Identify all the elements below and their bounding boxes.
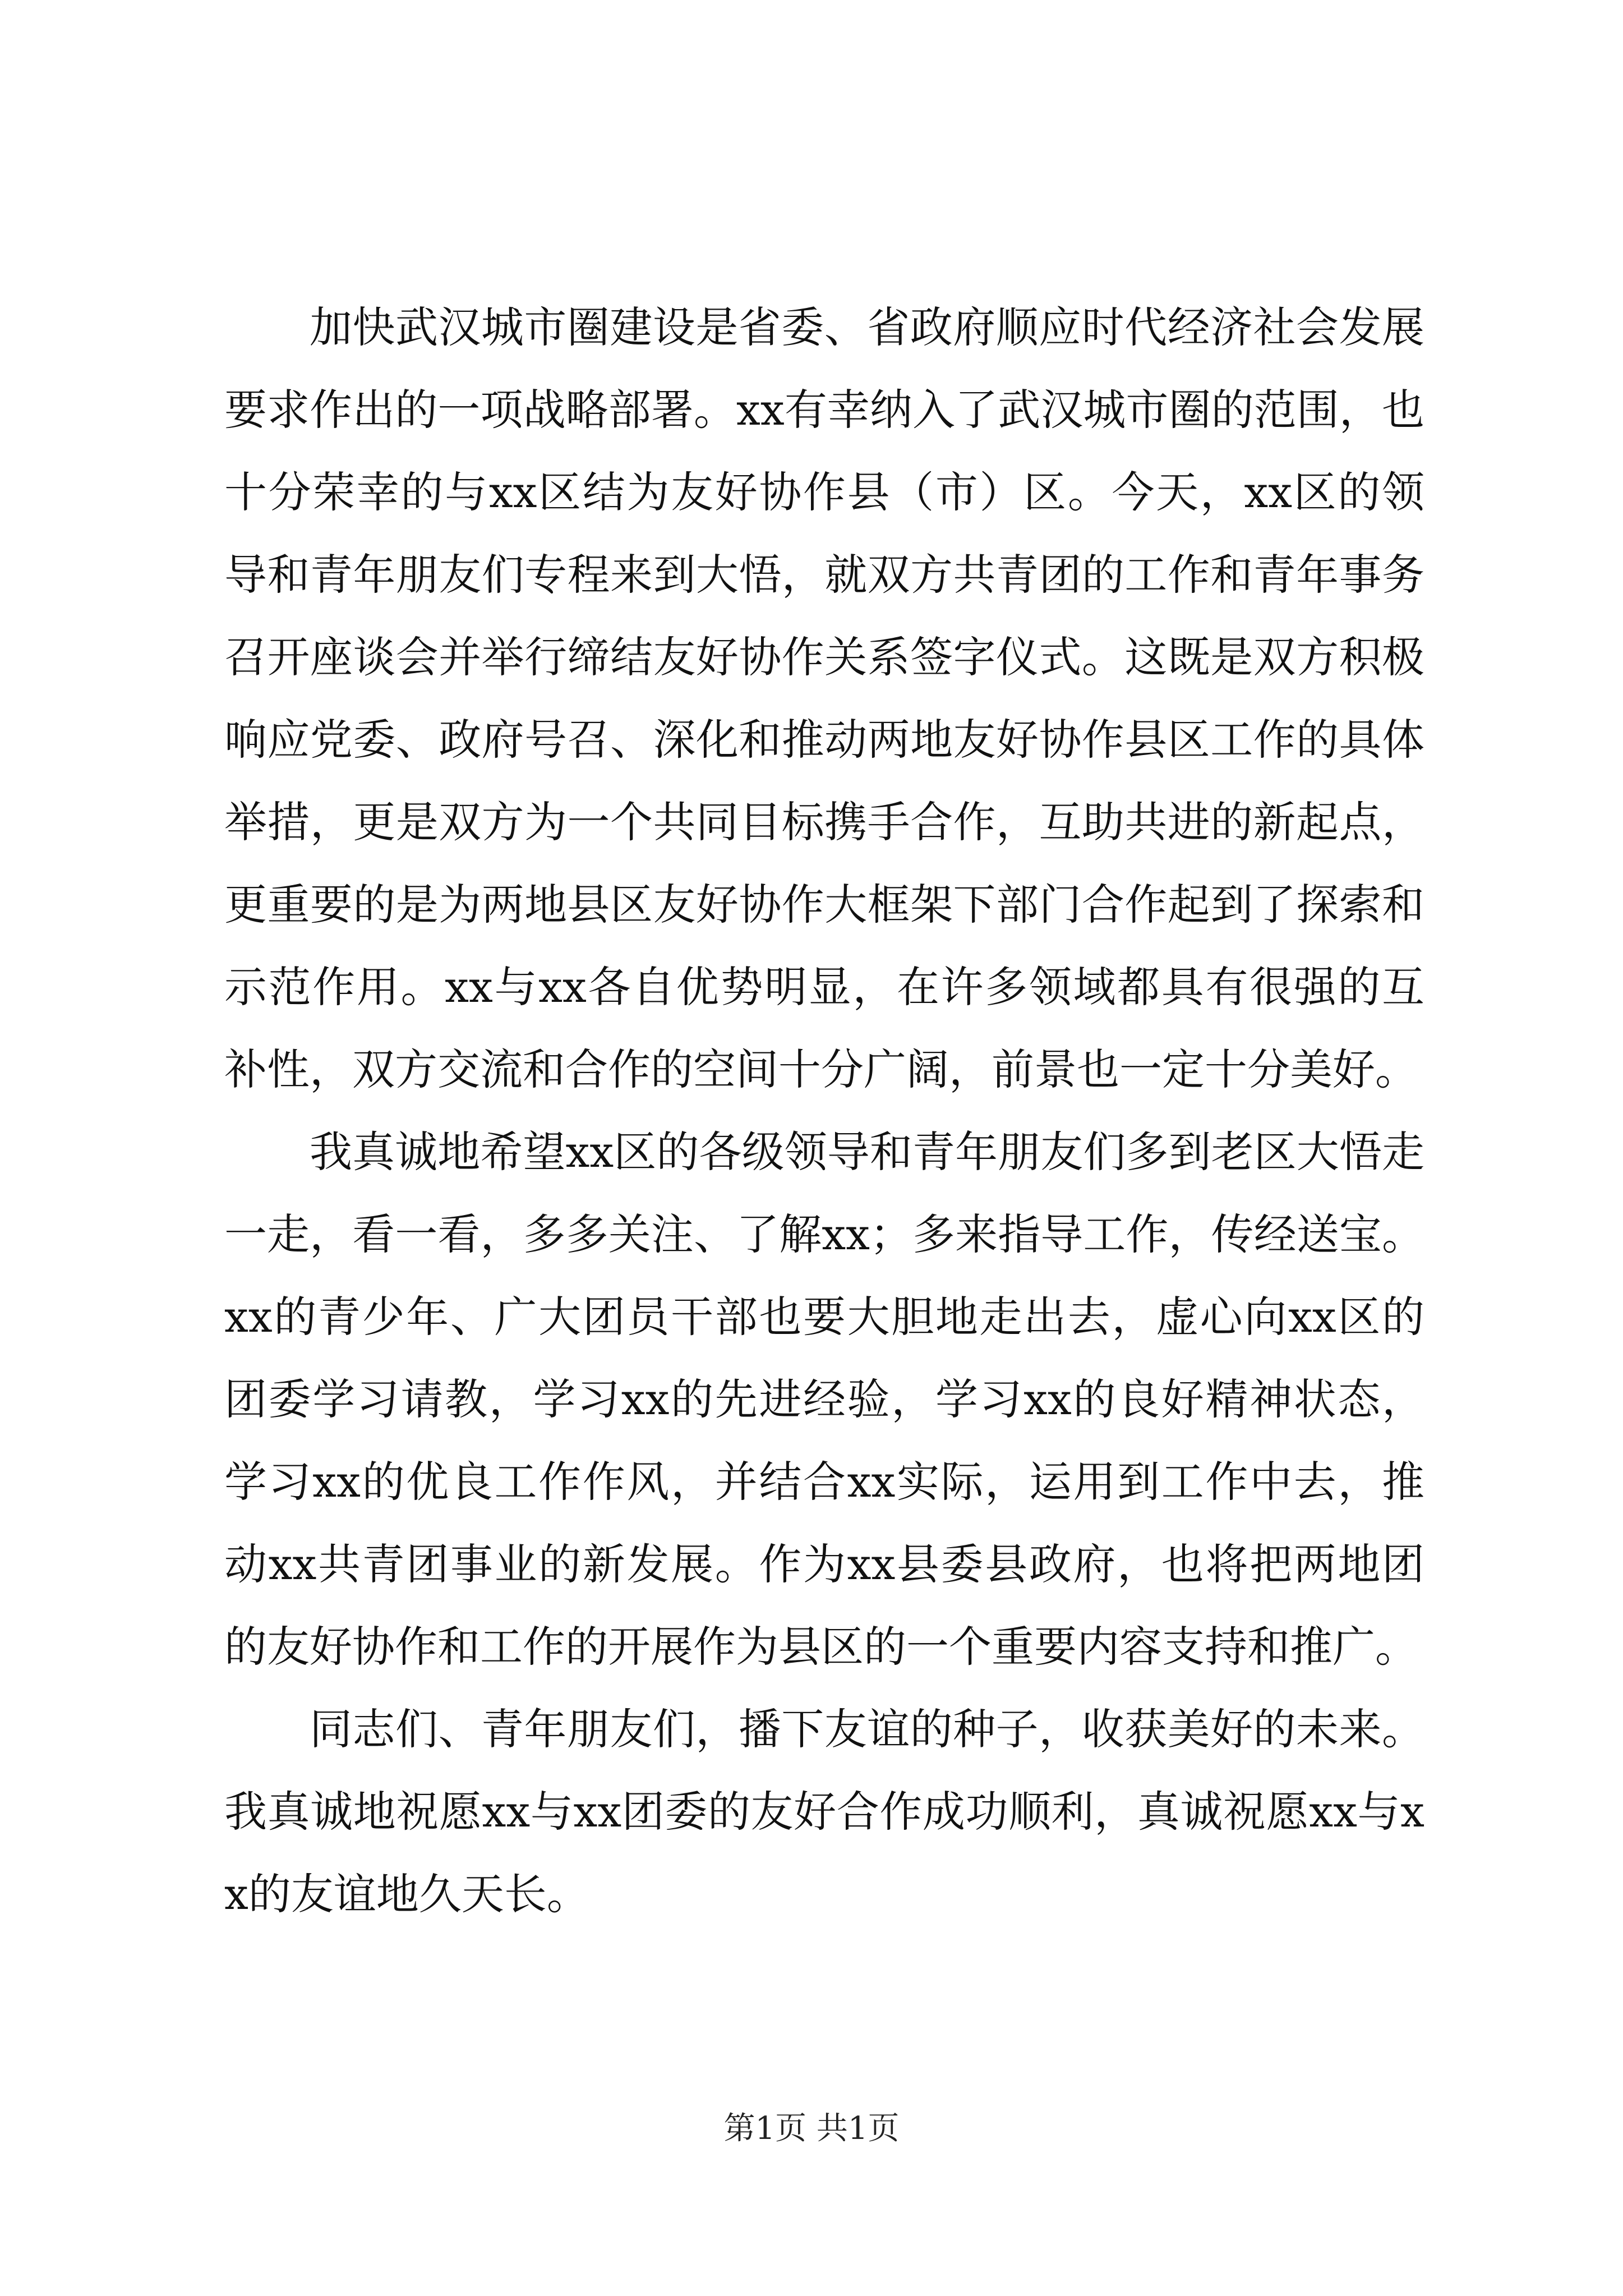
paragraph-3: 同志们、青年朋友们，播下友谊的种子，收获美好的未来。我真诚地祝愿xx与xx团委的友好合作成功顺利，真诚祝愿xx与xx的友谊地久天长。	[224, 1704, 1424, 1919]
document-body	[224, 286, 1424, 1935]
paragraph-1: 加快武汉城市圈建设是省委、省政府顺应时代经济社会发展要求作出的一项战略部署。xx有幸纳入了武汉城市圈的范围，也十分荣幸的与xx区结为友好协作县（市）区。今天，xx区的领导和青年朋友们专程来到大悟，就双方共青团的工作和青年事务召开座谈会并举行缔结友好协作关系签字仪式。这既是双方积极响应党委、政府号召、深化和推动两地友好协作县区工作的具体举措，更是双方为一个共同目标携手合作，互助共进的新起点，更重要的是为两地县区友好协作大框架下部门合作起到了探索和示范作用。xx与xx各自优势明显，在许多领域都具有很强的互补性，双方交流和合作的空间十分广阔，前景也一定十分美好。	[224, 302, 1424, 1094]
paragraph-2: 我真诚地希望xx区的各级领导和青年朋友们多到老区大悟走一走，看一看，多多关注、了解xx；多来指导工作，传经送宝。xx的青少年、广大团员干部也要大胆地走出去，虚心向xx区的团委学习请教，学习xx的先进经验，学习xx的良好精神状态，学习xx的优良工作作风，并结合xx实际，运用到工作中去，推动xx共青团事业的新发展。作为xx县委县政府，也将把两地团的友好协作和工作的开展作为县区的一个重要内容支持和推广。	[224, 1127, 1424, 1672]
page-number-footer: 第1页 共1页	[723, 2110, 900, 2147]
